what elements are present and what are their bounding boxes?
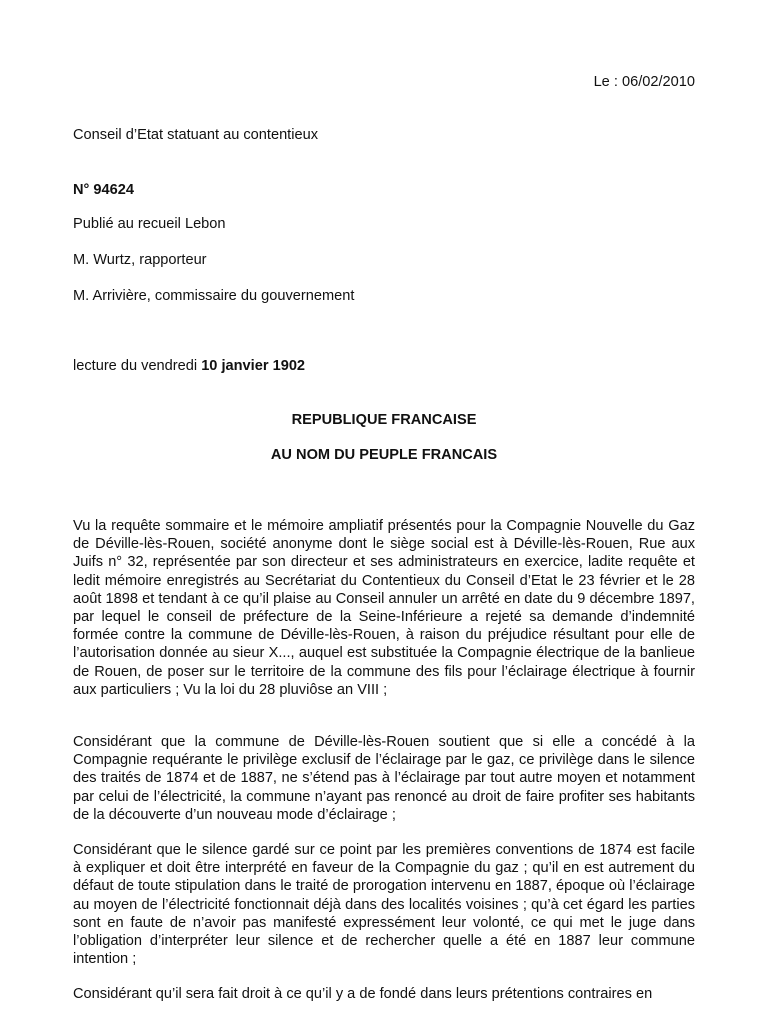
title-republic: REPUBLIQUE FRANCAISE [291,412,477,428]
reading-date: 10 janvier 1902 [201,358,306,374]
case-number: N° 94624 [73,182,135,198]
commissioner: M. Arrivière, commissaire du gouvernement [73,288,355,304]
paragraph-1: Vu la requête sommaire et le mémoire ampliatif présentés pour la Compagnie Nouvelle du Gaz de Déville-lès-Rouen, société anonyme dont le siège social est à Déville-lès-Rouen, Rue aux Juifs n° 32, représentée par son directeur et ses administrateurs en exercice, ladite requête et ledit mémoire enregistrés au Secrétariat du Contentieux du Conseil d’Etat le 23 février et le 28 août 1898 et tendant à ce qu’il plaise au Conseil annuler un arrêté en date du 9 décembre 1897, par lequel le conseil de préfecture de la Seine-Inférieure a rejeté sa demande d’indemnité formée contre la commune de Déville-lès-Rouen, à raison du préjudice résultant pour elle de l’autorisation donnée au sieur X..., auquel est substituée la Compagnie électrique de la banlieue de Rouen, de poser sur le territoire de la commune des fils pour l’éclairage électrique à fournir aux particuliers ; Vu la loi du 28 pluviôse an VIII ; [73,518,695,698]
court-name: Conseil d’Etat statuant au contentieux [73,127,319,143]
document-date: Le : 06/02/2010 [593,74,695,90]
rapporteur: M. Wurtz, rapporteur [73,252,207,268]
paragraph-2: Considérant que la commune de Déville-lès-Rouen soutient que si elle a concédé à la Compagnie requérante le privilège exclusif de l’éclairage par le gaz, ce privilège dans le silence des traités de 1874 et de 1887, ne s’étend pas à l’éclairage par tout autre moyen et notamment par celui de l’électricité, la commune n’ayant pas renoncé au droit de faire profiter ses habitants de la découverte d’un nouveau mode d’éclairage ; [73,734,695,823]
paragraph-3: Considérant que le silence gardé sur ce point par les premières conventions de 1874 est facile à expliquer et doit être interprété en faveur de la Compagnie du gaz ; qu’il en est autrement du défaut de toute stipulation dans le traité de prorogation intervenu en 1887, époque où l’éclairage au moyen de l’électricité fonctionnait déjà dans des localités voisines ; qu’à cet égard les parties sont en faute de n’avoir pas manifesté expressément leur volonté, ce qui met le juge dans l’obligation d’interpréter leur silence et de rechercher quelle a été en 1887 leur commune intention ; [73,842,695,968]
reading-prefix: lecture du vendredi [73,358,202,374]
publication-note: Publié au recueil Lebon [73,216,226,232]
reading-line [73,357,305,375]
paragraph-4: Considérant qu’il sera fait droit à ce qu’il y a de fondé dans leurs prétentions contraires en [73,986,653,1002]
title-people: AU NOM DU PEUPLE FRANCAIS [270,447,498,463]
